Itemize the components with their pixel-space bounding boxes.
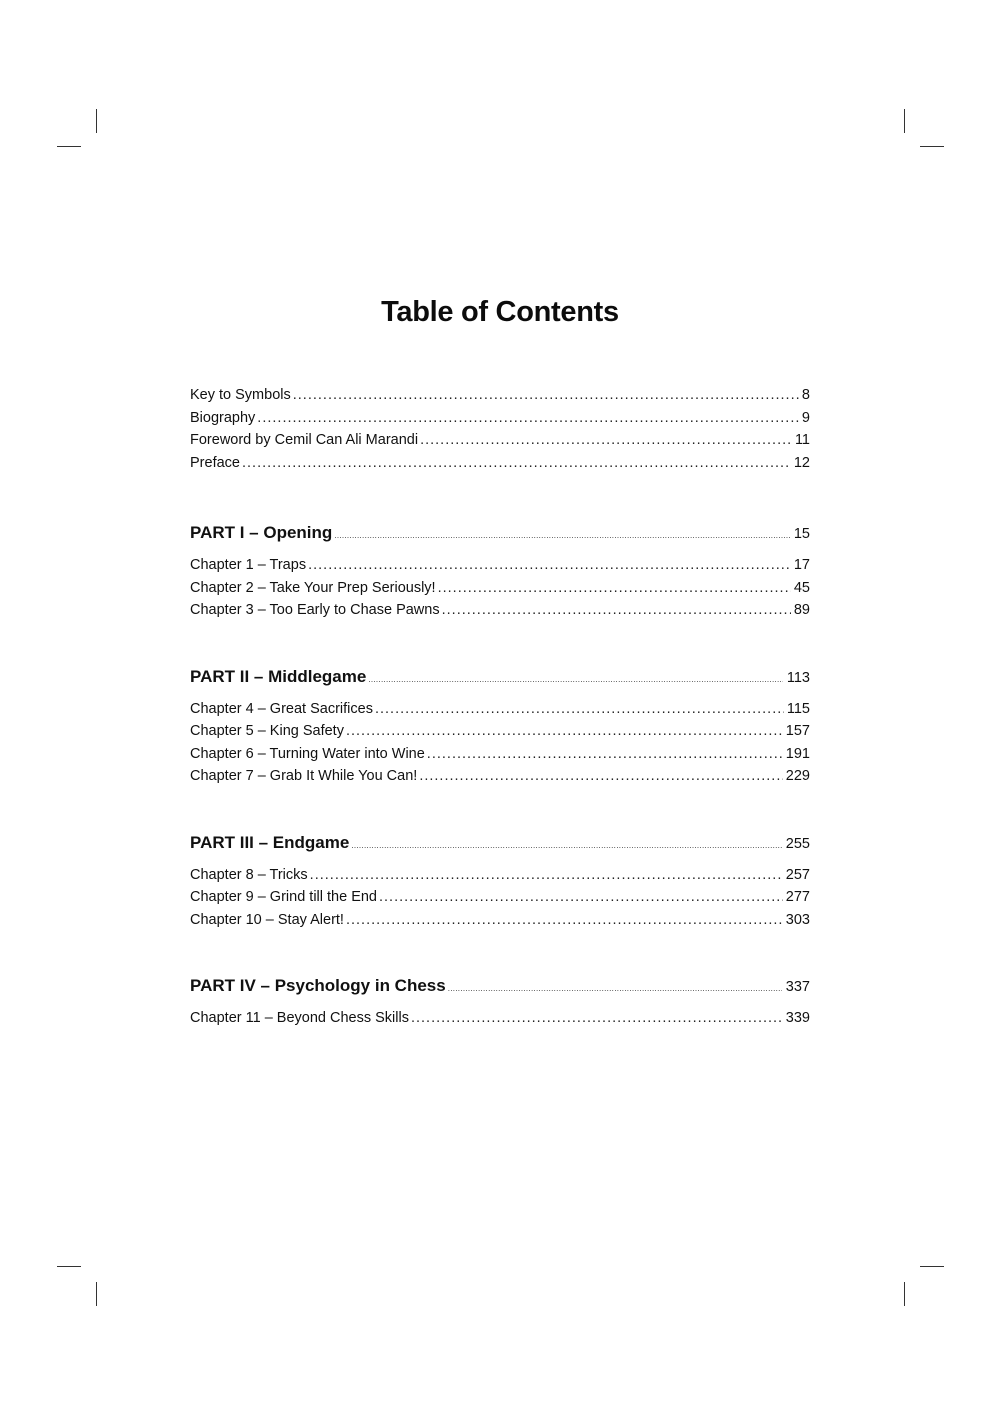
dot-leader — [293, 384, 799, 407]
toc-entry-page: 11 — [794, 432, 810, 448]
dot-leader — [420, 429, 792, 452]
toc-entry-label: Chapter 8 – Tricks — [190, 866, 308, 883]
crop-mark-bottom-right-horizontal — [920, 1266, 944, 1267]
crop-mark-bottom-left-vertical — [96, 1282, 97, 1306]
toc-entry-label: Chapter 10 – Stay Alert! — [190, 911, 344, 928]
toc-entry[interactable] — [190, 864, 810, 887]
toc-entry-label: Chapter 4 – Great Sacrifices — [190, 700, 373, 717]
part-heading-page: 15 — [793, 526, 810, 542]
crop-mark-top-left-horizontal — [57, 146, 81, 147]
crop-mark-bottom-right-vertical — [904, 1282, 905, 1306]
dot-leader — [419, 765, 782, 788]
part-heading-page: 113 — [786, 669, 810, 686]
toc-entry[interactable] — [190, 1007, 810, 1030]
part-heading-page: 255 — [785, 835, 810, 852]
toc-entry-label: Chapter 11 – Beyond Chess Skills — [190, 1010, 409, 1026]
toc-entry-label: Chapter 9 – Grind till the End — [190, 889, 377, 905]
page-title: Table of Contents — [381, 296, 619, 328]
dot-leader — [375, 698, 784, 721]
toc-entry-label: Chapter 2 – Take Your Prep Seriously! — [190, 579, 436, 596]
toc-entry-page: 17 — [793, 557, 810, 573]
dot-leader — [379, 886, 783, 909]
toc-entry-page: 9 — [801, 409, 810, 426]
dot-leader — [368, 668, 783, 692]
toc-entry-page: 339 — [785, 1010, 810, 1026]
toc-entry[interactable] — [190, 909, 810, 932]
toc-entry-page: 191 — [785, 745, 810, 762]
dot-leader — [308, 554, 791, 577]
toc-entry-page: 229 — [785, 768, 810, 784]
toc-entry-label: Chapter 6 – Turning Water into Wine — [190, 745, 425, 762]
toc-entry[interactable] — [190, 452, 810, 475]
toc-entry-label: Biography — [190, 409, 256, 426]
dot-leader — [346, 909, 783, 932]
toc-entry[interactable] — [190, 765, 810, 788]
part-heading-label: PART III – Endgame — [190, 832, 350, 852]
toc-entry-page: 115 — [786, 700, 810, 717]
front-matter-list — [190, 384, 810, 474]
toc-entry[interactable] — [190, 577, 810, 600]
dot-leader — [334, 524, 790, 548]
toc-entry-page: 277 — [785, 889, 810, 905]
dot-leader — [427, 743, 783, 766]
dot-leader — [346, 720, 783, 743]
toc-entry[interactable] — [190, 720, 810, 743]
dot-leader — [310, 864, 783, 887]
toc-entry-label: Foreword by Cemil Can Ali Marandi — [190, 432, 419, 448]
toc-entry-label: Key to Symbols — [190, 387, 291, 403]
toc-entry-page: 8 — [801, 387, 810, 403]
crop-mark-top-right-vertical — [904, 109, 905, 133]
part-heading-psychology[interactable] — [190, 974, 810, 998]
toc-entry-page: 89 — [793, 602, 810, 618]
toc-entry[interactable] — [190, 886, 810, 909]
toc-entry[interactable] — [190, 384, 810, 407]
table-of-contents — [190, 384, 810, 1030]
toc-entry-page: 303 — [785, 911, 810, 928]
crop-mark-bottom-left-horizontal — [57, 1266, 81, 1267]
toc-entry-label: Chapter 5 – King Safety — [190, 723, 344, 739]
dot-leader — [257, 407, 799, 430]
part-heading-label: PART II – Middlegame — [190, 666, 367, 686]
dot-leader — [438, 577, 791, 600]
toc-entry[interactable] — [190, 743, 810, 766]
toc-entry-page: 45 — [793, 579, 810, 596]
part-heading-opening[interactable] — [190, 521, 810, 545]
toc-entry-page: 257 — [785, 866, 810, 883]
crop-mark-top-right-horizontal — [920, 146, 944, 147]
part-heading-middlegame[interactable] — [190, 665, 810, 689]
toc-entry[interactable] — [190, 698, 810, 721]
toc-entry-label: Chapter 3 – Too Early to Chase Pawns — [190, 602, 440, 618]
part-heading-endgame[interactable] — [190, 831, 810, 855]
toc-entry-label: Chapter 1 – Traps — [190, 557, 307, 573]
toc-entry-label: Preface — [190, 454, 240, 471]
part-heading-label: PART I – Opening — [190, 523, 333, 542]
toc-entry[interactable] — [190, 599, 810, 622]
part-heading-label: PART IV – Psychology in Chess — [190, 976, 446, 995]
toc-entry-label: Chapter 7 – Grab It While You Can! — [190, 768, 418, 784]
dot-leader — [242, 452, 791, 475]
dot-leader — [411, 1007, 783, 1030]
toc-entry[interactable] — [190, 429, 810, 452]
toc-entry[interactable] — [190, 407, 810, 430]
dot-leader — [448, 977, 782, 1001]
toc-entry[interactable] — [190, 554, 810, 577]
crop-mark-top-left-vertical — [96, 109, 97, 133]
toc-entry-page: 12 — [793, 454, 810, 471]
part-heading-page: 337 — [785, 979, 810, 995]
dot-leader — [351, 834, 781, 858]
toc-entry-page: 157 — [785, 723, 810, 739]
dot-leader — [442, 599, 791, 622]
